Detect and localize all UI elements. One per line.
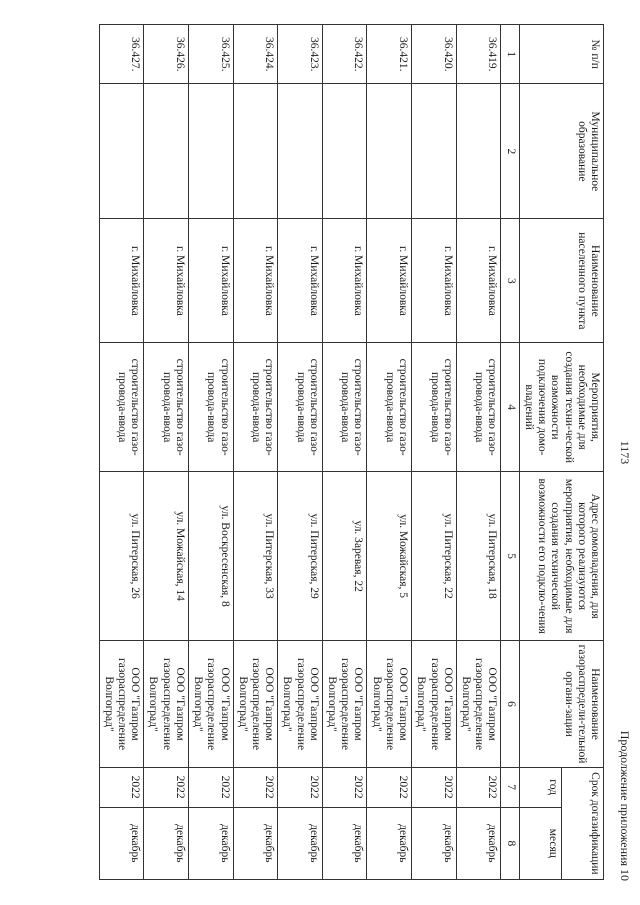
- row-settlement: г. Михайловка: [367, 219, 412, 343]
- table-row: [188, 25, 233, 880]
- row-address: ул. Питерская, 33: [233, 471, 278, 640]
- row-month: декабрь: [322, 807, 367, 879]
- column-number: 4: [501, 343, 519, 471]
- row-month: декабрь: [456, 807, 501, 879]
- row-measure: строительство газо-провода-ввода: [144, 343, 189, 471]
- row-year: 2022: [322, 767, 367, 807]
- row-organization: ООО "Газпром газораспределение Волгоград": [322, 641, 367, 767]
- row-address: ул. Питерская, 22: [412, 471, 457, 640]
- row-number: 36.419.: [456, 25, 501, 84]
- row-municipality: [144, 84, 189, 219]
- header-month: месяц: [519, 807, 561, 879]
- row-address: ул. Воскресенская, 8: [188, 471, 233, 640]
- row-year: 2022: [278, 767, 323, 807]
- row-municipality: [233, 84, 278, 219]
- row-address: ул. Можайская, 5: [367, 471, 412, 640]
- column-number: 5: [501, 471, 519, 640]
- table-row: [144, 25, 189, 880]
- header-organization: Наименование газораспредели-тельной органи-зации: [519, 641, 603, 767]
- row-measure: строительство газо-провода-ввода: [456, 343, 501, 471]
- row-measure: строительство газо-провода-ввода: [233, 343, 278, 471]
- table-row: [233, 25, 278, 880]
- row-settlement: г. Михайловка: [412, 219, 457, 343]
- row-settlement: г. Михайловка: [456, 219, 501, 343]
- header-row: [561, 25, 603, 880]
- row-settlement: г. Михайловка: [322, 219, 367, 343]
- row-month: декабрь: [188, 807, 233, 879]
- row-organization: ООО "Газпром газораспределение Волгоград": [456, 641, 501, 767]
- row-organization: ООО "Газпром газораспределение Волгоград": [99, 641, 144, 767]
- table-row: [367, 25, 412, 880]
- row-municipality: [278, 84, 323, 219]
- row-measure: строительство газо-провода-ввода: [99, 343, 144, 471]
- row-number: 36.421.: [367, 25, 412, 84]
- row-year: 2022: [367, 767, 412, 807]
- row-month: декабрь: [99, 807, 144, 879]
- table-row: [412, 25, 457, 880]
- row-settlement: г. Михайловка: [188, 219, 233, 343]
- row-number: 36.427.: [99, 25, 144, 84]
- column-number: 8: [501, 807, 519, 879]
- row-year: 2022: [144, 767, 189, 807]
- row-settlement: г. Михайловка: [144, 219, 189, 343]
- row-municipality: [456, 84, 501, 219]
- row-municipality: [412, 84, 457, 219]
- row-number: 36.425.: [188, 25, 233, 84]
- row-organization: ООО "Газпром газораспределение Волгоград": [367, 641, 412, 767]
- row-organization: ООО "Газпром газораспределение Волгоград": [188, 641, 233, 767]
- row-measure: строительство газо-провода-ввода: [412, 343, 457, 471]
- column-number-row: [501, 25, 519, 880]
- row-number: 36.426.: [144, 25, 189, 84]
- row-settlement: г. Михайловка: [278, 219, 323, 343]
- header-year: год: [519, 767, 561, 807]
- row-organization: ООО "Газпром газораспределение Волгоград": [412, 641, 457, 767]
- header-address: Адрес домовладения, для которого реализуются мероприятия, необходимые для создания технической возможности его подклю-чения: [519, 471, 603, 640]
- header-settlement: Наименование населенного пункта: [519, 219, 603, 343]
- row-month: декабрь: [233, 807, 278, 879]
- row-settlement: г. Михайловка: [99, 219, 144, 343]
- row-address: ул. Питерская, 18: [456, 471, 501, 640]
- row-organization: ООО "Газпром газораспределение Волгоград": [144, 641, 189, 767]
- row-month: декабрь: [367, 807, 412, 879]
- row-municipality: [188, 84, 233, 219]
- header-number: № п/п: [519, 25, 603, 84]
- row-municipality: [322, 84, 367, 219]
- row-measure: строительство газо-провода-ввода: [188, 343, 233, 471]
- row-settlement: г. Михайловка: [233, 219, 278, 343]
- table-row: [322, 25, 367, 880]
- row-organization: ООО "Газпром газораспределение Волгоград": [233, 641, 278, 767]
- row-municipality: [367, 84, 412, 219]
- row-organization: ООО "Газпром газораспределение Волгоград": [278, 641, 323, 767]
- column-number: 1: [501, 25, 519, 84]
- column-number: 7: [501, 767, 519, 807]
- row-month: декабрь: [412, 807, 457, 879]
- header-municipality: Муниципальное образование: [519, 84, 603, 219]
- header-measures: Мероприятия, необходимые для создания техни-ческой возможности подключения домо-владений: [519, 343, 603, 471]
- column-number: 3: [501, 219, 519, 343]
- table-body: [99, 25, 501, 880]
- row-number: 36.424.: [233, 25, 278, 84]
- row-year: 2022: [99, 767, 144, 807]
- table-row: [99, 25, 144, 880]
- row-measure: строительство газо-провода-ввода: [367, 343, 412, 471]
- row-address: ул. Можайская, 14: [144, 471, 189, 640]
- row-year: 2022: [456, 767, 501, 807]
- header-deadline: Срок догазификации: [561, 767, 603, 879]
- row-address: ул. Питерская, 29: [278, 471, 323, 640]
- table-row: [456, 25, 501, 880]
- column-number: 2: [501, 84, 519, 219]
- column-number: 6: [501, 641, 519, 767]
- row-municipality: [99, 84, 144, 219]
- row-number: 36.423.: [278, 25, 323, 84]
- appendix-continuation-note: Продолжение приложения 10: [618, 730, 632, 881]
- row-year: 2022: [188, 767, 233, 807]
- row-number: 36.422.: [322, 25, 367, 84]
- row-measure: строительство газо-провода-ввода: [278, 343, 323, 471]
- row-address: ул. Заревая, 22: [322, 471, 367, 640]
- page-number: 1173: [618, 440, 632, 465]
- row-month: декабрь: [144, 807, 189, 879]
- table-row: [278, 25, 323, 880]
- row-address: ул. Питерская, 26: [99, 471, 144, 640]
- gasification-table: [99, 24, 604, 880]
- row-number: 36.420.: [412, 25, 457, 84]
- row-measure: строительство газо-провода-ввода: [322, 343, 367, 471]
- row-year: 2022: [233, 767, 278, 807]
- row-year: 2022: [412, 767, 457, 807]
- row-month: декабрь: [278, 807, 323, 879]
